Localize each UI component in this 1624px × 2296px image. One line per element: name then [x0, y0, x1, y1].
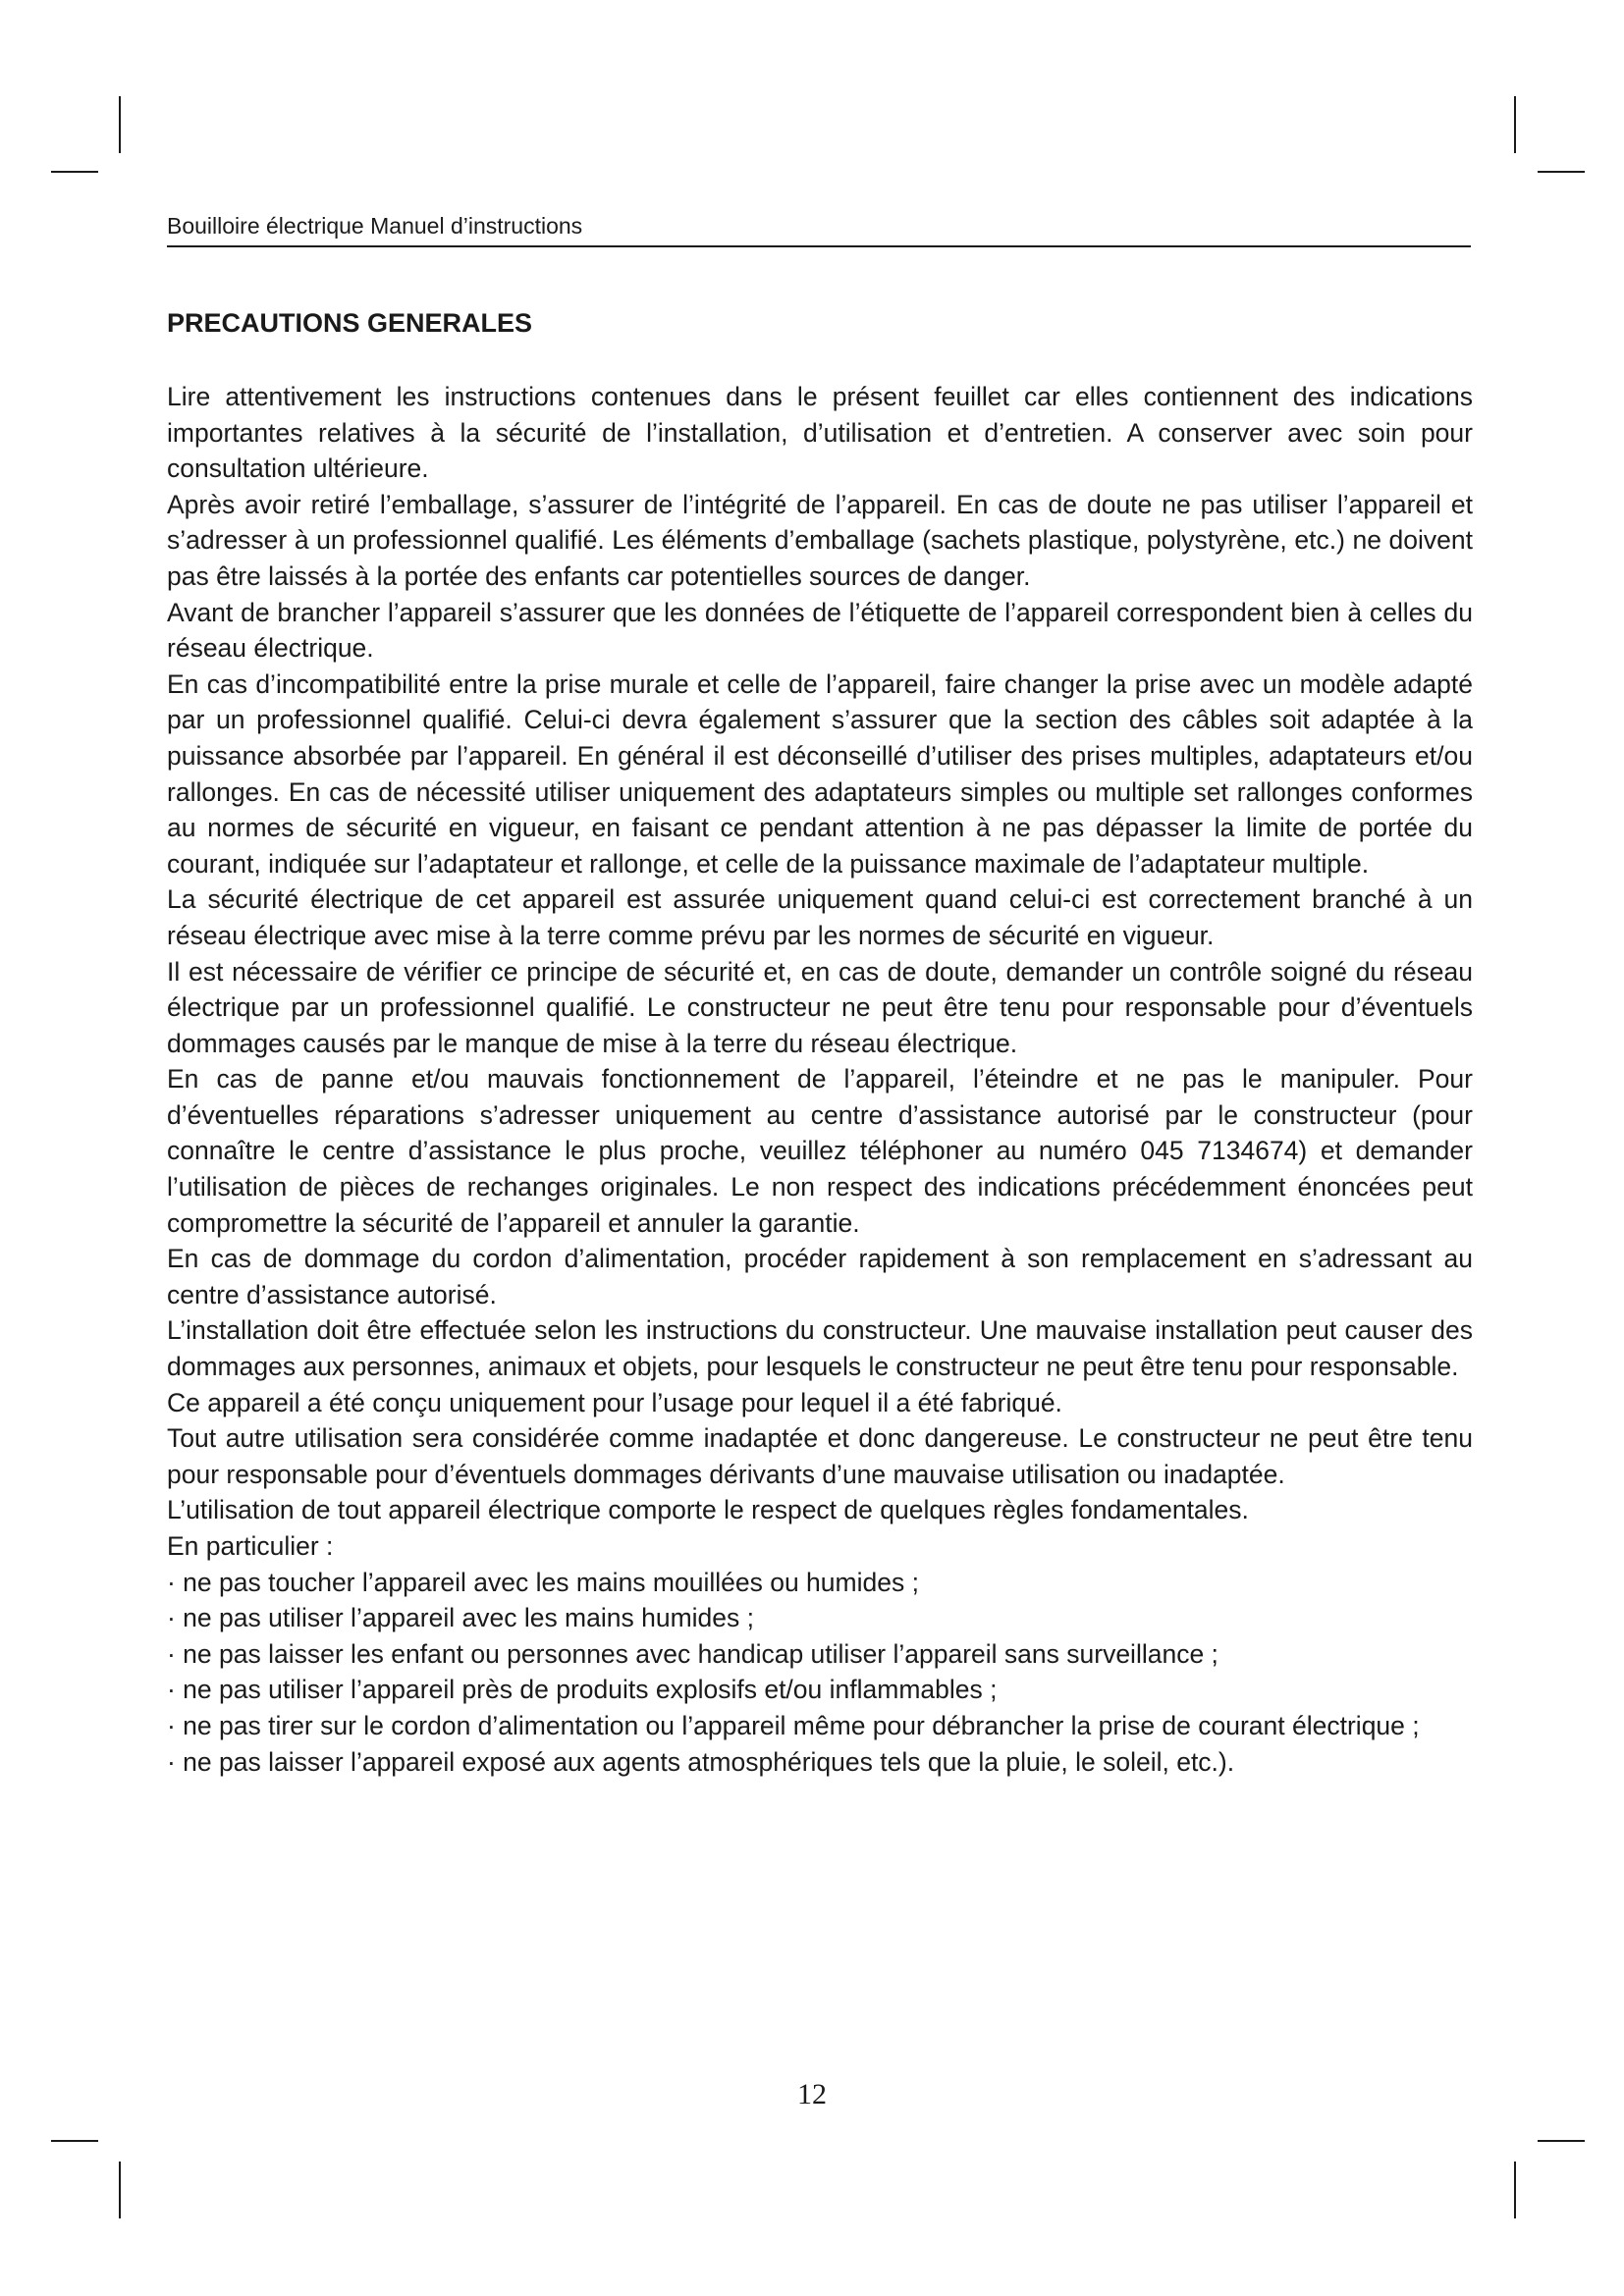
crop-mark-top-left-vertical: [119, 96, 121, 153]
crop-mark-bottom-right-vertical: [1514, 2162, 1516, 2218]
paragraph: Tout autre utilisation sera considérée comme inadaptée et donc dangereuse. Le constructeur ne peut être tenu pour responsable pour d’éventuels dommages dérivants d’une mauvaise utilisation ou inadaptée.: [167, 1423, 1473, 1489]
body-text: [167, 379, 1473, 1780]
paragraph: Avant de brancher l’appareil s’assurer que les données de l’étiquette de l’appareil correspondent bien à celles du réseau électrique.: [167, 597, 1473, 664]
page-number: 12: [797, 2078, 827, 2110]
paragraph: En cas de dommage du cordon d’alimentation, procéder rapidement à son remplacement en s’adressant au centre d’assistance autorisé.: [167, 1244, 1473, 1309]
running-header-title: Bouilloire électrique Manuel d’instructions: [167, 213, 583, 239]
bullet-item: · ne pas utiliser l’appareil avec les mains humides ;: [167, 1603, 754, 1633]
paragraph: Il est nécessaire de vérifier ce principe de sécurité et, en cas de doute, demander un contrôle soigné du réseau électrique par un professionnel qualifié. Le constructeur ne peut être tenu pour responsable pour d’éventuels dommages causés par le manque de mise à la terre du réseau électrique.: [167, 956, 1473, 1058]
crop-mark-top-left-horizontal: [51, 171, 98, 173]
crop-mark-top-right-horizontal: [1538, 171, 1585, 173]
crop-mark-bottom-left-horizontal: [51, 2140, 98, 2142]
paragraph: En cas d’incompatibilité entre la prise murale et celle de l’appareil, faire changer la prise avec un modèle adapté par un professionnel qualifié. Celui-ci devra également s’assurer que la section des câbles soit adaptée à la puissance absorbée par l’appareil. En général il est déconseillé d’utiliser des prises multiples, adaptateurs et/ou rallonges. En cas de nécessité utiliser uniquement des adaptateurs simples ou multiple set rallonges conformes au normes de sécurité en vigueur, en faisant ce pendant attention à ne pas dépasser la limite de portée du courant, indiquée sur l’adaptateur et rallonge, et celle de la puissance maximale de l’adaptateur multiple.: [167, 668, 1473, 879]
paragraph: La sécurité électrique de cet appareil est assurée uniquement quand celui-ci est correctement branché à un réseau électrique avec mise à la terre comme prévu par les normes de sécurité en vigueur.: [167, 884, 1473, 950]
crop-mark-bottom-right-horizontal: [1538, 2140, 1585, 2142]
paragraph: Lire attentivement les instructions contenues dans le présent feuillet car elles contiennent des indications importantes relatives à la sécurité de l’installation, d’utilisation et d’entretien. A conserver avec soin pour consultation ultérieure.: [167, 382, 1473, 484]
bullet-item: · ne pas utiliser l’appareil près de produits explosifs et/ou inflammables ;: [167, 1675, 998, 1705]
paragraph: Après avoir retiré l’emballage, s’assurer de l’intégrité de l’appareil. En cas de doute ne pas utiliser l’appareil et s’adresser à un professionnel qualifié. Les éléments d’emballage (sachets plastique, polystyrène, etc.) ne doivent pas être laissés à la portée des enfants car potentielles sources de danger.: [167, 489, 1473, 591]
bullet-item: · ne pas laisser l’appareil exposé aux agents atmosphériques tels que la pluie, le soleil, etc.).: [167, 1746, 1235, 1777]
crop-mark-bottom-left-vertical: [119, 2162, 121, 2218]
bullet-item: · ne pas laisser les enfant ou personnes avec handicap utiliser l’appareil sans surveillance ;: [167, 1638, 1218, 1669]
paragraph: En cas de panne et/ou mauvais fonctionnement de l’appareil, l’éteindre et ne pas le manipuler. Pour d’éventuelles réparations s’adresser uniquement au centre d’assistance autorisé par le constructeur (pour connaître le centre d’assistance le plus proche, veuillez téléphoner au numéro 045 7134674) et demander l’utilisation de pièces de rechanges originales. Le non respect des indications précédemment énoncées peut compromettre la sécurité de l’appareil et annuler la garantie.: [167, 1064, 1473, 1238]
paragraph: L’utilisation de tout appareil électrique comporte le respect de quelques règles fondamentales.: [167, 1495, 1249, 1525]
crop-mark-top-right-vertical: [1514, 96, 1516, 153]
paragraph: L’installation doit être effectuée selon les instructions du constructeur. Une mauvaise installation peut causer des dommages aux personnes, animaux et objets, pour lesquels le constructeur ne peut être tenu pour responsable.: [167, 1315, 1473, 1382]
paragraph: Ce appareil a été conçu uniquement pour l’usage pour lequel il a été fabriqué.: [167, 1387, 1062, 1417]
header-divider: [167, 245, 1471, 247]
bullet-item: · ne pas tirer sur le cordon d’alimentation ou l’appareil même pour débrancher la prise de courant électrique ;: [167, 1710, 1420, 1740]
section-title: PRECAUTIONS GENERALES: [167, 308, 533, 338]
paragraph: En particulier :: [167, 1531, 334, 1561]
bullet-item: · ne pas toucher l’appareil avec les mains mouillées ou humides ;: [167, 1567, 919, 1597]
